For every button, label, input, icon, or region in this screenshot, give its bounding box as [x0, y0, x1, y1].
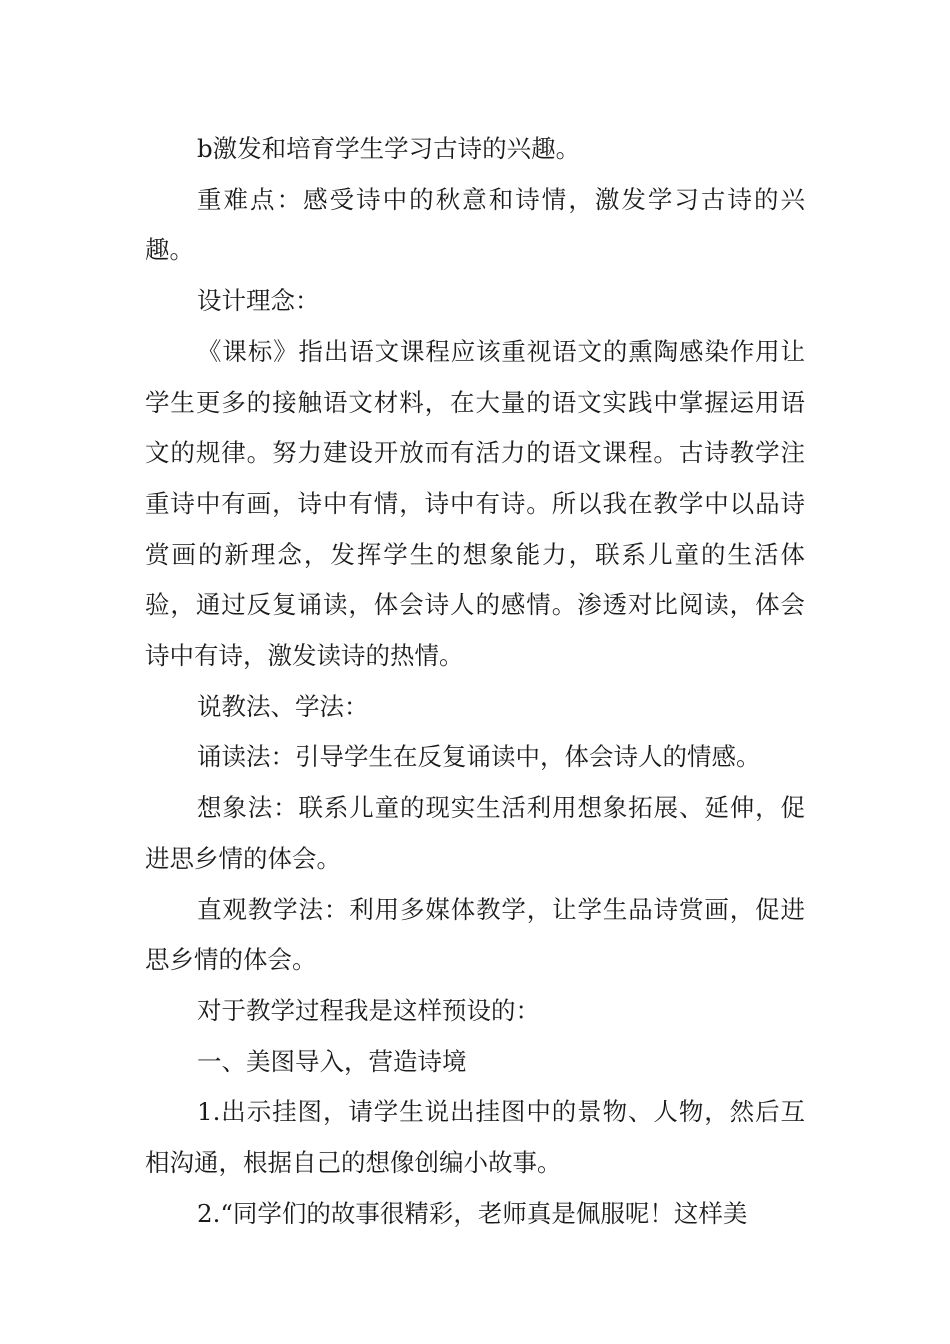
paragraph-recitation-method: 诵读法：引导学生在反复诵读中，体会诗人的情感。	[197, 742, 761, 772]
paragraph-visual-method: 直观教学法：利用多媒体教学，让学生品诗赏画，促进思乡情的体会。	[145, 894, 805, 975]
paragraph-objective-b: b激发和培育学生学习古诗的兴趣。	[197, 134, 581, 163]
paragraph-imagination-method: 想象法：联系儿童的现实生活利用想象拓展、延伸，促进思乡情的体会。	[145, 793, 805, 873]
paragraph-methods-heading: 说教法、学法：	[197, 691, 369, 721]
paragraph-process-intro: 对于教学过程我是这样预设的：	[197, 995, 540, 1025]
document-body	[145, 124, 805, 1239]
paragraph-step-two: 2.“同学们的故事很精彩，老师真是佩服呢！这样美	[197, 1198, 748, 1228]
paragraph-design-concept-body: 《课标》指出语文课程应该重视语文的熏陶感染作用让学生更多的接触语文材料，在大量的语文实践中掌握运用语文的规律。努力建设开放而有活力的语文课程。古诗教学注重诗中有画，诗中有情，诗中有诗。所以我在教学中以品诗赏画的新理念，发挥学生的想象能力，联系儿童的生活体验，通过反复诵读，体会诗人的感情。渗透对比阅读，体会诗中有诗，激发读诗的热情。	[145, 336, 805, 671]
paragraph-design-concept-heading: 设计理念：	[197, 286, 320, 316]
paragraph-step-one: 1.出示挂图，请学生说出挂图中的景物、人物，然后互相沟通，根据自己的想像创编小故事。	[145, 1097, 805, 1178]
paragraph-section-one-heading: 一、美图导入，营造诗境	[197, 1046, 467, 1076]
paragraph-key-difficulty: 重难点：感受诗中的秋意和诗情，激发学习古诗的兴趣。	[145, 184, 805, 265]
